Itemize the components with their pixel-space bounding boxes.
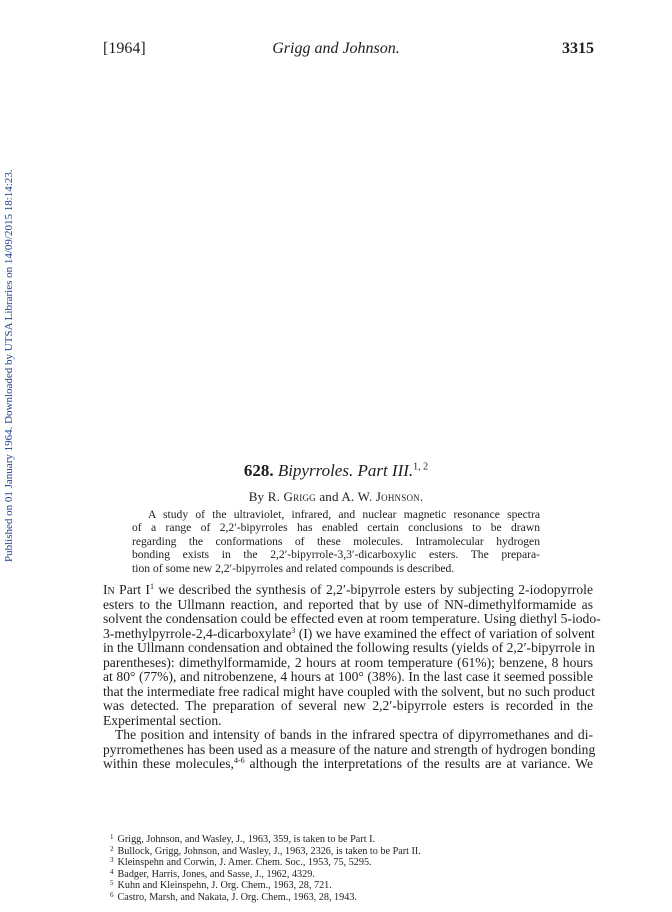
abstract-line: bonding exists in the 2,2′-bipyrrole-3,3′-dicarboxylic esters. The prepara-	[132, 548, 540, 562]
body-line: parentheses): dimethylformamide, 2 hours at room temperature (61%); benzene, 8 hours	[103, 654, 593, 670]
body-text	[103, 582, 601, 772]
footnote: $^3$ Kleinspehn and Corwin, J. Amer. Chem. Soc., 1953, 75, 5295.	[110, 856, 372, 869]
reference-mark: 1	[149, 582, 154, 591]
body-line: within these molecules,$^{4-6}$ although the interpretations of the results are at variance. We	[103, 756, 594, 771]
title-reference-marks: 1, 2	[413, 461, 429, 473]
body-line: pyrromethenes has been used as a measure of the nature and strength of hydrogen bonding	[103, 741, 596, 757]
body-line: at 80° (77%), and nitrobenzene, 4 hours at 100° (38%). In the last case it seemed possible	[103, 669, 593, 684]
byline-prefix: By R.	[248, 489, 281, 504]
body-line: Experimental section.	[103, 712, 222, 728]
footnote: $^1$ Grigg, Johnson, and Wasley, J., 1963, 359, is taken to be Part I.	[110, 833, 376, 845]
article-number: 628.	[243, 461, 274, 480]
footnote: $^2$ Bullock, Grigg, Johnson, and Wasley, J., 1963, 2326, is taken to be Part II.	[110, 844, 421, 857]
body-line: esters to the Ullmann reaction, and reported that by use of NN-dimethylformamide as	[103, 596, 593, 612]
footnote: $^4$ Badger, Harris, Jones, and Sasse, J., 1962, 4329.	[110, 867, 315, 880]
footnotes	[110, 834, 590, 904]
header-year: [1964]	[103, 40, 146, 57]
body-line: 3-methylpyrrole-2,4-dicarboxylate$^3$ (I) we have examined the effect of variation of solvent	[103, 625, 595, 641]
header-page-number: 3315	[562, 40, 594, 57]
author-johnson: Johnson.	[375, 489, 424, 504]
abstract	[132, 508, 540, 575]
body-line: In Part $I^1$ we described the synthesis of 2,2′-bipyrrole esters by subjecting 2-iodopyrrole	[103, 582, 593, 597]
body-line: solvent the condensation could be effected even at room temperature. Using diethyl 5-iodo-	[103, 611, 601, 626]
abstract-line: tion of some new 2,2′-bipyrroles and related compounds is described.	[132, 561, 455, 575]
body-line: was detected. The preparation of several new 2,2′-bipyrrole esters is recorded in the	[103, 698, 593, 713]
header-running-title: Grigg and Johnson.	[272, 40, 400, 57]
article-title-text: Bipyrroles. Part III.	[277, 461, 414, 480]
abstract-line: of a range of 2,2′-bipyrroles has enabled certain conclusions to be drawn	[132, 521, 540, 535]
abstract-line: A study of the ultraviolet, infrared, and nuclear magnetic resonance spectra	[148, 508, 540, 521]
reference-mark: 3	[291, 625, 296, 635]
body-line: The position and intensity of bands in the infrared spectra of dipyrromethanes and di-	[115, 727, 593, 742]
byline	[0, 489, 672, 505]
drop-word: In	[103, 582, 115, 597]
author-grigg: Grigg	[283, 489, 316, 504]
article-title	[0, 461, 672, 481]
footnote: $^6$ Castro, Marsh, and Nakata, J. Org. Chem., 1963, 28, 1943.	[110, 890, 357, 903]
download-provenance-note[interactable]: Published on 01 January 1964. Downloaded by UTSA Libraries on 14/09/2015 18:14:23.	[3, 169, 15, 562]
byline-join: and A. W.	[319, 489, 373, 504]
body-line: in the Ullmann condensation and obtained the following results (yields of 2,2′-bipyrrole in	[103, 640, 595, 655]
footnote: $^5$ Kuhn and Kleinspehn, J. Org. Chem., 1963, 28, 721.	[110, 879, 332, 892]
body-line: that the intermediate free radical might have coupled with the solvent, but no such product	[103, 683, 595, 699]
abstract-line: regarding the conformations of these molecules. Intramolecular hydrogen	[132, 534, 540, 548]
reference-mark: 4-6	[233, 756, 245, 765]
